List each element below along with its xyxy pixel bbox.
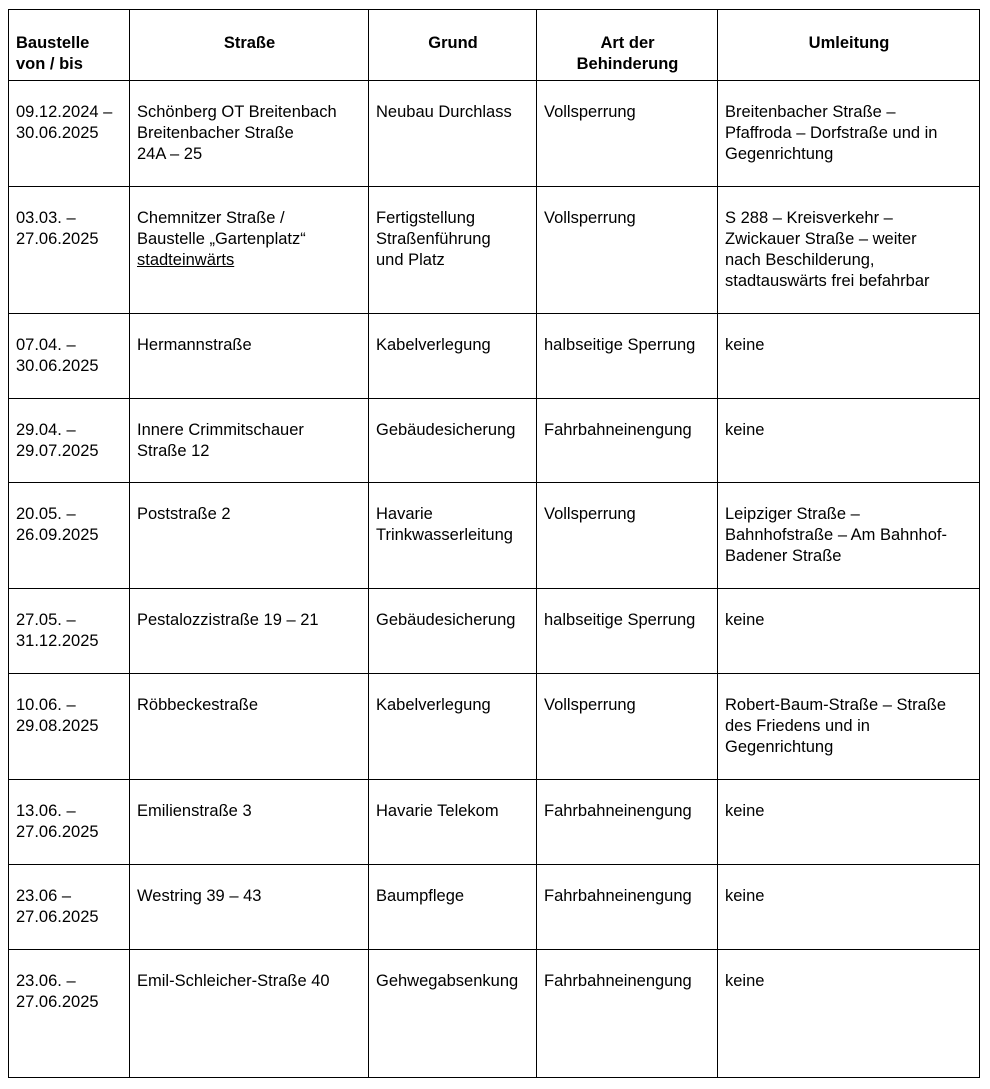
cell-type: [537, 950, 718, 1078]
reason-text-line: Havarie Telekom: [376, 802, 499, 820]
cell-date: [9, 780, 130, 865]
detour-text-line: Zwickauer Straße – weiter: [725, 230, 917, 248]
type-text-line: Vollsperrung: [544, 505, 636, 523]
date-text-line: 29.08.2025: [16, 717, 99, 735]
roadworks-table: [8, 9, 980, 1078]
date-text-line: 27.06.2025: [16, 993, 99, 1011]
table-row: [9, 865, 980, 950]
cell-detour: [718, 187, 980, 314]
table-row: [9, 950, 980, 1078]
table-row: [9, 780, 980, 865]
header-date: [9, 10, 130, 81]
reason-text-line: Straßenführung: [376, 230, 491, 248]
cell-type: [537, 674, 718, 780]
table-row: [9, 314, 980, 399]
cell-street: [130, 187, 369, 314]
reason-text-line: Kabelverlegung: [376, 336, 491, 354]
street-text-line: Röbbeckestraße: [137, 696, 259, 714]
cell-street: [130, 950, 369, 1078]
cell-street: [130, 483, 369, 589]
cell-reason: [369, 187, 537, 314]
cell-street: [130, 865, 369, 950]
detour-text-line: Gegenrichtung: [725, 738, 834, 756]
cell-detour: [718, 81, 980, 187]
cell-reason: [369, 674, 537, 780]
cell-detour: [718, 483, 980, 589]
reason-text-line: Trinkwasserleitung: [376, 526, 513, 544]
type-text-line: Fahrbahneinengung: [544, 421, 692, 439]
cell-date: [9, 314, 130, 399]
date-text-line: 03.03. –: [16, 209, 76, 227]
type-text-line: Vollsperrung: [544, 103, 636, 121]
cell-detour: [718, 780, 980, 865]
date-text-line: 20.05. –: [16, 505, 76, 523]
cell-type: [537, 589, 718, 674]
reason-text-line: Havarie: [376, 505, 433, 523]
header-type-line: Art der: [600, 34, 655, 52]
cell-detour: [718, 314, 980, 399]
type-text-line: halbseitige Sperrung: [544, 611, 696, 629]
detour-text-line: keine: [725, 972, 765, 990]
header-date-line: von / bis: [16, 55, 83, 73]
date-text-line: 13.06. –: [16, 802, 76, 820]
type-text-line: Fahrbahneinengung: [544, 972, 692, 990]
detour-text-line: nach Beschilderung,: [725, 251, 875, 269]
detour-text-line: Badener Straße: [725, 547, 842, 565]
cell-reason: [369, 81, 537, 187]
header-detour: [718, 10, 980, 81]
cell-street: [130, 589, 369, 674]
cell-date: [9, 399, 130, 483]
detour-text-line: S 288 – Kreisverkehr –: [725, 209, 893, 227]
cell-reason: [369, 483, 537, 589]
cell-date: [9, 865, 130, 950]
cell-reason: [369, 865, 537, 950]
cell-street: [130, 780, 369, 865]
cell-type: [537, 780, 718, 865]
table-row: [9, 589, 980, 674]
street-text-line: Pestalozzistraße 19 – 21: [137, 611, 319, 629]
cell-type: [537, 483, 718, 589]
date-text-line: 29.07.2025: [16, 442, 99, 460]
cell-reason: [369, 399, 537, 483]
cell-detour: [718, 399, 980, 483]
type-text-line: Fahrbahneinengung: [544, 887, 692, 905]
detour-text-line: Bahnhofstraße – Am Bahnhof-: [725, 526, 947, 544]
cell-type: [537, 314, 718, 399]
date-text-line: 23.06. –: [16, 972, 76, 990]
cell-date: [9, 483, 130, 589]
cell-street: [130, 314, 369, 399]
date-text-line: 26.09.2025: [16, 526, 99, 544]
cell-date: [9, 187, 130, 314]
street-text-line: stadteinwärts: [137, 251, 235, 269]
cell-date: [9, 950, 130, 1078]
header-street: [130, 10, 369, 81]
table-row: [9, 483, 980, 589]
table-row: [9, 187, 980, 314]
cell-date: [9, 81, 130, 187]
cell-type: [537, 187, 718, 314]
header-reason: [369, 10, 537, 81]
street-text-line: Westring 39 – 43: [137, 887, 262, 905]
date-text-line: 31.12.2025: [16, 632, 99, 650]
street-text-line: Chemnitzer Straße /: [137, 209, 285, 227]
street-text-line: Baustelle „Gartenplatz“: [137, 230, 306, 248]
detour-text-line: keine: [725, 802, 765, 820]
detour-text-line: stadtauswärts frei befahrbar: [725, 272, 930, 290]
detour-text-line: Leipziger Straße –: [725, 505, 860, 523]
street-text-line: Emilienstraße 3: [137, 802, 252, 820]
date-text-line: 07.04. –: [16, 336, 76, 354]
cell-street: [130, 674, 369, 780]
date-text-line: 29.04. –: [16, 421, 76, 439]
street-text-line: Poststraße 2: [137, 505, 231, 523]
header-detour-line: Umleitung: [808, 34, 890, 52]
type-text-line: Vollsperrung: [544, 696, 636, 714]
reason-text-line: Gebäudesicherung: [376, 611, 516, 629]
header-street-line: Straße: [223, 34, 276, 52]
cell-street: [130, 399, 369, 483]
type-text-line: Fahrbahneinengung: [544, 802, 692, 820]
reason-text-line: Gebäudesicherung: [376, 421, 516, 439]
street-text-line: Emil-Schleicher-Straße 40: [137, 972, 330, 990]
reason-text-line: Fertigstellung: [376, 209, 476, 227]
cell-detour: [718, 865, 980, 950]
cell-detour: [718, 950, 980, 1078]
detour-text-line: Robert-Baum-Straße – Straße: [725, 696, 946, 714]
date-text-line: 30.06.2025: [16, 124, 99, 142]
street-text-line: Straße 12: [137, 442, 210, 460]
date-text-line: 10.06. –: [16, 696, 76, 714]
table-row: [9, 81, 980, 187]
header-date-line: Baustelle: [16, 34, 90, 52]
street-text-line: Hermannstraße: [137, 336, 252, 354]
cell-type: [537, 81, 718, 187]
type-text-line: Vollsperrung: [544, 209, 636, 227]
table-header: [9, 10, 980, 81]
date-text-line: 27.06.2025: [16, 908, 99, 926]
header-row: [9, 10, 980, 81]
table-body: [9, 81, 980, 1078]
date-text-line: 09.12.2024 –: [16, 103, 113, 121]
detour-text-line: Gegenrichtung: [725, 145, 834, 163]
detour-text-line: des Friedens und in: [725, 717, 870, 735]
cell-street: [130, 81, 369, 187]
reason-text-line: und Platz: [376, 251, 445, 269]
cell-type: [537, 865, 718, 950]
cell-reason: [369, 950, 537, 1078]
reason-text-line: Neubau Durchlass: [376, 103, 512, 121]
cell-detour: [718, 674, 980, 780]
detour-text-line: keine: [725, 887, 765, 905]
date-text-line: 23.06 –: [16, 887, 72, 905]
cell-reason: [369, 589, 537, 674]
detour-text-line: Breitenbacher Straße –: [725, 103, 896, 121]
date-text-line: 30.06.2025: [16, 357, 99, 375]
street-text-line: Schönberg OT Breitenbach: [137, 103, 337, 121]
cell-date: [9, 589, 130, 674]
detour-text-line: keine: [725, 421, 765, 439]
header-type-line: Behinderung: [576, 55, 679, 73]
reason-text-line: Baumpflege: [376, 887, 465, 905]
header-type: [537, 10, 718, 81]
cell-reason: [369, 314, 537, 399]
date-text-line: 27.06.2025: [16, 230, 99, 248]
table-row: [9, 399, 980, 483]
header-reason-line: Grund: [428, 34, 478, 52]
street-text-line: Breitenbacher Straße: [137, 124, 294, 142]
date-text-line: 27.05. –: [16, 611, 76, 629]
cell-date: [9, 674, 130, 780]
reason-text-line: Gehwegabsenkung: [376, 972, 519, 990]
detour-text-line: keine: [725, 611, 765, 629]
cell-type: [537, 399, 718, 483]
type-text-line: halbseitige Sperrung: [544, 336, 696, 354]
street-text-line: 24A – 25: [137, 145, 203, 163]
table-row: [9, 674, 980, 780]
detour-text-line: Pfaffroda – Dorfstraße und in: [725, 124, 938, 142]
date-text-line: 27.06.2025: [16, 823, 99, 841]
street-text-line: Innere Crimmitschauer: [137, 421, 304, 439]
reason-text-line: Kabelverlegung: [376, 696, 491, 714]
detour-text-line: keine: [725, 336, 765, 354]
cell-detour: [718, 589, 980, 674]
cell-reason: [369, 780, 537, 865]
